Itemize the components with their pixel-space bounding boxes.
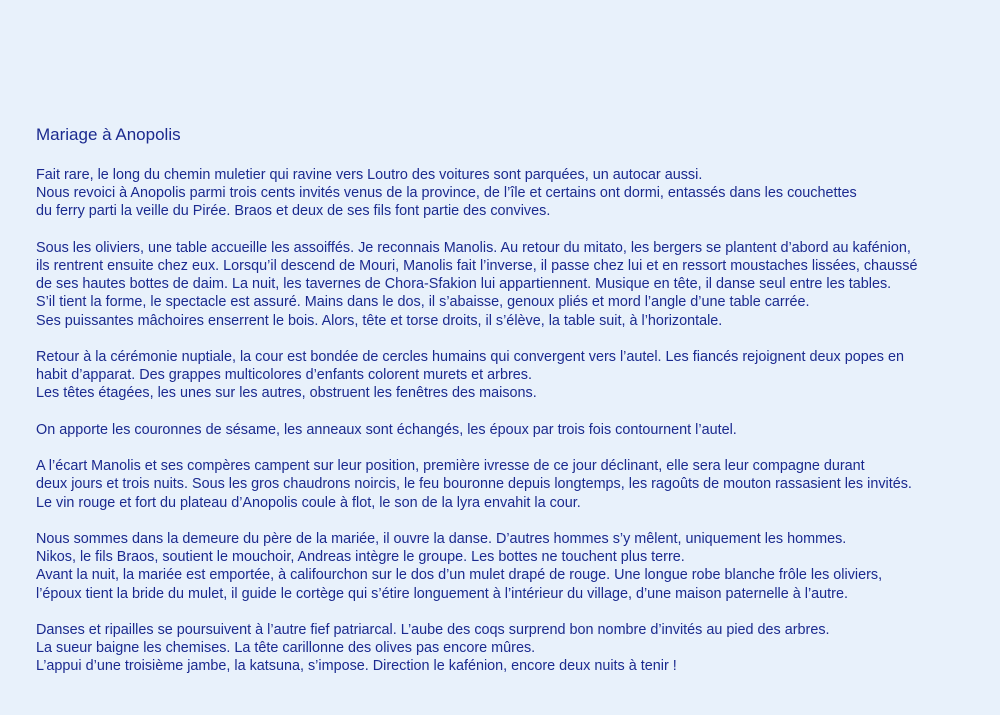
text-line: Fait rare, le long du chemin muletier qui ravine vers Loutro des voitures sont parquées, un autocar aussi. (36, 167, 703, 183)
text-line: La sueur baigne les chemises. La tête carillonne des olives pas encore mûres. (36, 640, 536, 657)
paragraph (36, 348, 996, 403)
text-line: Retour à la cérémonie nuptiale, la cour est bondée de cercles humains qui convergent vers l’autel. Les fiancés rejoignent deux popes en (36, 349, 904, 365)
text-line: du ferry parti la veille du Pirée. Braos et deux de ses fils font partie des convives. (36, 203, 551, 220)
text-line: Ses puissantes mâchoires enserrent le bois. Alors, tête et torse droits, il s’élève, la table suit, à l’horizontale. (36, 312, 723, 329)
paragraph (36, 530, 996, 603)
text-line: Nous revoici à Anopolis parmi trois cents invités venus de la province, de l’île et certains ont dormi, entassés dans les couchettes (36, 185, 857, 202)
text-line: Danses et ripailles se poursuivent à l’autre fief patriarcal. L’aube des coqs surprend bon nombre d’invités au pied des arbres. (36, 621, 830, 638)
text-line: habit d’apparat. Des grappes multicolores d’enfants colorent murets et arbres. (36, 367, 532, 384)
text-line: l’époux tient la bride du mulet, il guide le cortège qui s’étire longuement à l’intérieur du village, d’une maison paternelle à l’autre. (36, 585, 848, 602)
text-line: Sous les oliviers, une table accueille les assoiffés. Je reconnais Manolis. Au retour du mitato, les bergers se plantent d’abord au kafénion, (36, 239, 911, 256)
text-line: de ses hautes bottes de daim. La nuit, les tavernes de Chora-Sfakion lui appartiennent. Musique en tête, il danse seul entre les tables. (36, 276, 892, 293)
document-body (36, 166, 996, 694)
paragraph (36, 421, 996, 439)
text-line: L’appui d’une troisième jambe, la katsuna, s’impose. Direction le kafénion, encore deux nuits à tenir ! (36, 658, 677, 675)
text-line: Avant la nuit, la mariée est emportée, à califourchon sur le dos d’un mulet drapé de rouge. Une longue robe blanche frôle les oliviers, (36, 567, 883, 584)
text-line: Nikos, le fils Braos, soutient le mouchoir, Andreas intègre le groupe. Les bottes ne touchent plus terre. (36, 549, 685, 566)
paragraph (36, 166, 996, 221)
paragraph (36, 621, 996, 676)
text-line: Le vin rouge et fort du plateau d’Anopolis coule à flot, le son de la lyra envahit la cour. (36, 494, 581, 511)
text-line: Les têtes étagées, les unes sur les autres, obstruent les fenêtres des maisons. (36, 385, 537, 402)
text-line: On apporte les couronnes de sésame, les anneaux sont échangés, les époux par trois fois contournent l’autel. (36, 421, 737, 438)
document-title: Mariage à Anopolis (36, 125, 181, 144)
text-line: S’il tient la forme, le spectacle est assuré. Mains dans le dos, il s’abaisse, genoux pliés et mord l’angle d’une table carrée. (36, 294, 810, 311)
text-line: deux jours et trois nuits. Sous les gros chaudrons noircis, le feu bouronne depuis longtemps, les ragoûts de mouton rassasient les invités. (36, 476, 912, 493)
text-line: Nous sommes dans la demeure du père de la mariée, il ouvre la danse. D’autres hommes s’y mêlent, uniquement les hommes. (36, 530, 847, 547)
paragraph (36, 239, 996, 330)
text-line: A l’écart Manolis et ses compères campent sur leur position, première ivresse de ce jour déclinant, elle sera leur compagne durant (36, 458, 865, 475)
paragraph (36, 457, 996, 512)
text-line: ils rentrent ensuite chez eux. Lorsqu’il descend de Mouri, Manolis fait l’inverse, il passe chez lui et en ressort moustaches lissées, chaussé (36, 258, 918, 274)
